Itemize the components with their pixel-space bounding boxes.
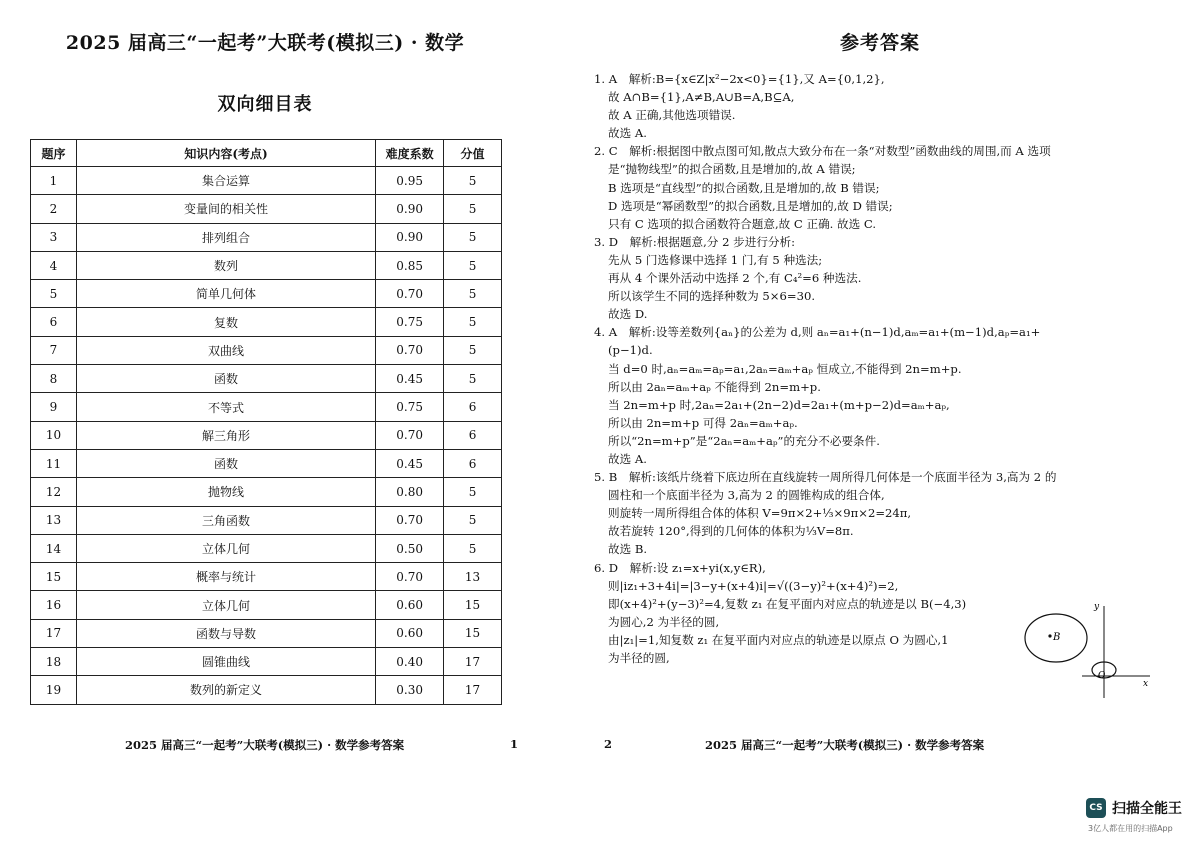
center-b-point <box>1048 634 1051 637</box>
table-row <box>31 365 502 393</box>
document-title: 2025 届高三“一起考”大联考(模拟三) · 数学 <box>65 32 465 54</box>
cell-difficulty: 0.70 <box>376 421 444 449</box>
cell-question-no: 8 <box>31 365 77 393</box>
cell-knowledge: 复数 <box>76 308 375 336</box>
left-footer: 2025 届高三“一起考”大联考(模拟三) · 数学参考答案 <box>125 738 405 752</box>
cell-difficulty: 0.30 <box>376 676 444 704</box>
answer-item <box>594 233 1154 323</box>
cell-question-no: 16 <box>31 591 77 619</box>
cell-knowledge: 变量间的相关性 <box>76 195 375 223</box>
cell-knowledge: 数列 <box>76 251 375 279</box>
answer-line: 即(x+4)²+(y−3)²=4,复数 z₁ 在复平面内对应点的轨迹是以 B(−4,3) <box>608 596 967 611</box>
cell-score: 5 <box>444 223 502 251</box>
answer-line: 是“抛物线型”的拟合函数,且是增加的,故 A 错误; <box>608 162 856 177</box>
cell-question-no: 13 <box>31 506 77 534</box>
specification-table <box>30 139 502 705</box>
cell-question-no: 1 <box>31 167 77 195</box>
cell-score: 5 <box>444 251 502 279</box>
answer-heading-line: 6. D 解析:设 z₁=x+yi(x,y∈R), <box>594 560 766 575</box>
cell-score: 6 <box>444 421 502 449</box>
cell-knowledge: 数列的新定义 <box>76 676 375 704</box>
cell-score: 5 <box>444 365 502 393</box>
table-row <box>31 478 502 506</box>
cell-question-no: 4 <box>31 251 77 279</box>
table-row <box>31 506 502 534</box>
cell-question-no: 7 <box>31 336 77 364</box>
cell-difficulty: 0.85 <box>376 251 444 279</box>
table-row <box>31 393 502 421</box>
cell-knowledge: 函数与导数 <box>76 619 375 647</box>
cell-score: 5 <box>444 280 502 308</box>
answer-line: 故选 A. <box>608 451 647 466</box>
cell-score: 15 <box>444 619 502 647</box>
table-row <box>31 336 502 364</box>
cell-difficulty: 0.45 <box>376 365 444 393</box>
right-footer: 2025 届高三“一起考”大联考(模拟三) · 数学参考答案 <box>705 738 985 752</box>
answer-line: 所以该学生不同的选择种数为 5×6=30. <box>608 289 816 304</box>
cell-difficulty: 0.90 <box>376 223 444 251</box>
table-row <box>31 619 502 647</box>
cell-difficulty: 0.75 <box>376 308 444 336</box>
cell-difficulty: 0.50 <box>376 534 444 562</box>
cell-knowledge: 不等式 <box>76 393 375 421</box>
cell-question-no: 5 <box>31 280 77 308</box>
answer-heading-line: 5. B 解析:该纸片绕着下底边所在直线旋转一周所得几何体是一个底面半径为 3,高为 2 的 <box>594 470 1057 485</box>
scanner-watermark <box>1086 798 1182 818</box>
scanner-tagline: 3亿人都在用的扫描App <box>1088 824 1173 833</box>
cell-knowledge: 解三角形 <box>76 421 375 449</box>
answer-heading-line: 4. A 解析:设等差数列{aₙ}的公差为 d,则 aₙ=a₁+(n−1)d,aₘ=a₁+(m−1)d,aₚ=a₁+ <box>594 325 1041 340</box>
table-row <box>31 591 502 619</box>
cell-knowledge: 圆锥曲线 <box>76 648 375 676</box>
cell-score: 13 <box>444 563 502 591</box>
header-question-no: 题序 <box>31 140 77 167</box>
cell-question-no: 2 <box>31 195 77 223</box>
cell-knowledge: 函数 <box>76 365 375 393</box>
answer-line: D 选项是“幂函数型”的拟合函数,且是增加的,故 D 错误; <box>608 198 893 213</box>
cell-question-no: 10 <box>31 421 77 449</box>
scanner-app-name: 扫描全能王 <box>1112 801 1182 817</box>
answer-line: 所以由 2aₙ=aₘ+aₚ 不能得到 2n=m+p. <box>608 379 821 394</box>
cell-score: 17 <box>444 676 502 704</box>
cell-difficulty: 0.80 <box>376 478 444 506</box>
cell-difficulty: 0.70 <box>376 563 444 591</box>
scanner-logo-icon: CS <box>1086 798 1106 818</box>
answer-line: 则旋转一周所得组合体的体积 V=9π×2+⅓×9π×2=24π, <box>608 506 912 521</box>
table-row <box>31 308 502 336</box>
right-page <box>594 0 1200 847</box>
answer-line: 则|iz₁+3+4i|=|3−y+(x+4)i|=√((3−y)²+(x+4)²)=2, <box>608 578 899 593</box>
header-score: 分值 <box>444 140 502 167</box>
cell-difficulty: 0.95 <box>376 167 444 195</box>
cell-question-no: 6 <box>31 308 77 336</box>
answer-line: 故 A 正确,其他选项错误. <box>608 108 736 123</box>
cell-score: 5 <box>444 478 502 506</box>
cell-score: 15 <box>444 591 502 619</box>
answer-list <box>594 70 1154 667</box>
answer-line: 由|z₁|=1,知复数 z₁ 在复平面内对应点的轨迹是以原点 O 为圆心,1 <box>608 632 949 647</box>
cell-score: 5 <box>444 506 502 534</box>
table-row <box>31 280 502 308</box>
table-title: 双向细目表 <box>217 94 313 115</box>
cell-question-no: 9 <box>31 393 77 421</box>
answer-heading-line: 2. C 解析:根据图中散点图可知,散点大致分布在一条“对数型”函数曲线的周围,而 A 选项 <box>594 144 1051 159</box>
table-row <box>31 534 502 562</box>
answer-line: 所以“2n=m+p”是“2aₙ=aₘ+aₚ”的充分不必要条件. <box>608 433 880 448</box>
left-page-number: 1 <box>510 737 519 751</box>
answer-line: 为半径的圆, <box>608 651 670 665</box>
table-row <box>31 648 502 676</box>
label-o: O <box>1098 671 1106 681</box>
table-body <box>31 167 502 705</box>
cell-difficulty: 0.40 <box>376 648 444 676</box>
answer-line: (p−1)d. <box>608 343 653 358</box>
cell-question-no: 14 <box>31 534 77 562</box>
cell-knowledge: 集合运算 <box>76 167 375 195</box>
answer-heading-line: 3. D 解析:根据题意,分 2 步进行分析: <box>594 234 796 249</box>
cell-question-no: 18 <box>31 648 77 676</box>
cell-difficulty: 0.70 <box>376 280 444 308</box>
answer-line: 为圆心,2 为半径的圆, <box>608 614 720 629</box>
complex-plane-figure <box>1020 600 1160 710</box>
answer-line: 故 A∩B={1},A≠B,A∪B=A,B⊆A, <box>608 90 795 105</box>
cell-score: 6 <box>444 449 502 477</box>
label-b: B <box>1053 632 1061 643</box>
answer-heading-line: 1. A 解析:B={x∈Z|x²−2x<0}={1},又 A={0,1,2}, <box>594 72 885 86</box>
answer-line: 当 2n=m+p 时,2aₙ=2a₁+(2n−2)d=2a₁+(m+p−2)d=aₘ+aₚ, <box>608 397 950 412</box>
cell-question-no: 19 <box>31 676 77 704</box>
cell-difficulty: 0.60 <box>376 619 444 647</box>
answer-line: 先从 5 门选修课中选择 1 门,有 5 种选法; <box>608 252 823 267</box>
answer-line: 只有 C 选项的拟合函数符合题意,故 C 正确. 故选 C. <box>608 216 877 231</box>
table-row <box>31 251 502 279</box>
answer-line: 故选 B. <box>608 542 648 557</box>
cell-knowledge: 立体几何 <box>76 534 375 562</box>
cell-question-no: 12 <box>31 478 77 506</box>
cell-knowledge: 排列组合 <box>76 223 375 251</box>
table-row <box>31 449 502 477</box>
cell-knowledge: 函数 <box>76 449 375 477</box>
table-row <box>31 195 502 223</box>
cell-score: 5 <box>444 167 502 195</box>
cell-difficulty: 0.60 <box>376 591 444 619</box>
cell-knowledge: 抛物线 <box>76 478 375 506</box>
table-row <box>31 563 502 591</box>
cell-question-no: 11 <box>31 449 77 477</box>
answer-item <box>594 142 1154 232</box>
cell-score: 5 <box>444 308 502 336</box>
cell-difficulty: 0.70 <box>376 336 444 364</box>
table-row <box>31 676 502 704</box>
cell-score: 17 <box>444 648 502 676</box>
label-y: y <box>1094 602 1100 612</box>
cell-score: 5 <box>444 534 502 562</box>
table-row <box>31 223 502 251</box>
answer-line: 圆柱和一个底面半径为 3,高为 2 的圆锥构成的组合体, <box>608 488 885 503</box>
cell-question-no: 15 <box>31 563 77 591</box>
answer-line: 当 d=0 时,aₙ=aₘ=aₚ=a₁,2aₙ=aₘ+aₚ 恒成立,不能得到 2n=m+p. <box>608 361 962 376</box>
cell-score: 5 <box>444 195 502 223</box>
right-page-number: 2 <box>604 737 613 751</box>
header-difficulty: 难度系数 <box>376 140 444 167</box>
table-row <box>31 167 502 195</box>
cell-knowledge: 概率与统计 <box>76 563 375 591</box>
answer-line: 故若旋转 120°,得到的几何体的体积为⅓V=8π. <box>608 524 854 539</box>
answers-title: 参考答案 <box>840 32 921 54</box>
cell-difficulty: 0.90 <box>376 195 444 223</box>
cell-question-no: 3 <box>31 223 77 251</box>
answer-line: B 选项是“直线型”的拟合函数,且是增加的,故 B 错误; <box>608 180 880 195</box>
answer-line: 故选 A. <box>608 126 647 141</box>
label-x: x <box>1143 679 1149 689</box>
header-knowledge: 知识内容(考点) <box>76 140 375 167</box>
answer-item <box>594 70 1154 142</box>
cell-knowledge: 立体几何 <box>76 591 375 619</box>
cell-score: 5 <box>444 336 502 364</box>
answer-line: 所以由 2n=m+p 可得 2aₙ=aₘ+aₚ. <box>608 415 798 430</box>
cell-knowledge: 三角函数 <box>76 506 375 534</box>
answer-line: 故选 D. <box>608 307 648 322</box>
cell-question-no: 17 <box>31 619 77 647</box>
cell-difficulty: 0.45 <box>376 449 444 477</box>
cell-score: 6 <box>444 393 502 421</box>
answer-item <box>594 468 1154 558</box>
cell-knowledge: 简单几何体 <box>76 280 375 308</box>
table-header-row <box>31 140 502 167</box>
table-row <box>31 421 502 449</box>
cell-knowledge: 双曲线 <box>76 336 375 364</box>
cell-difficulty: 0.70 <box>376 506 444 534</box>
answer-line: 再从 4 个课外活动中选择 2 个,有 C₄²=6 种选法. <box>608 271 862 286</box>
answer-item <box>594 323 1154 468</box>
cell-difficulty: 0.75 <box>376 393 444 421</box>
